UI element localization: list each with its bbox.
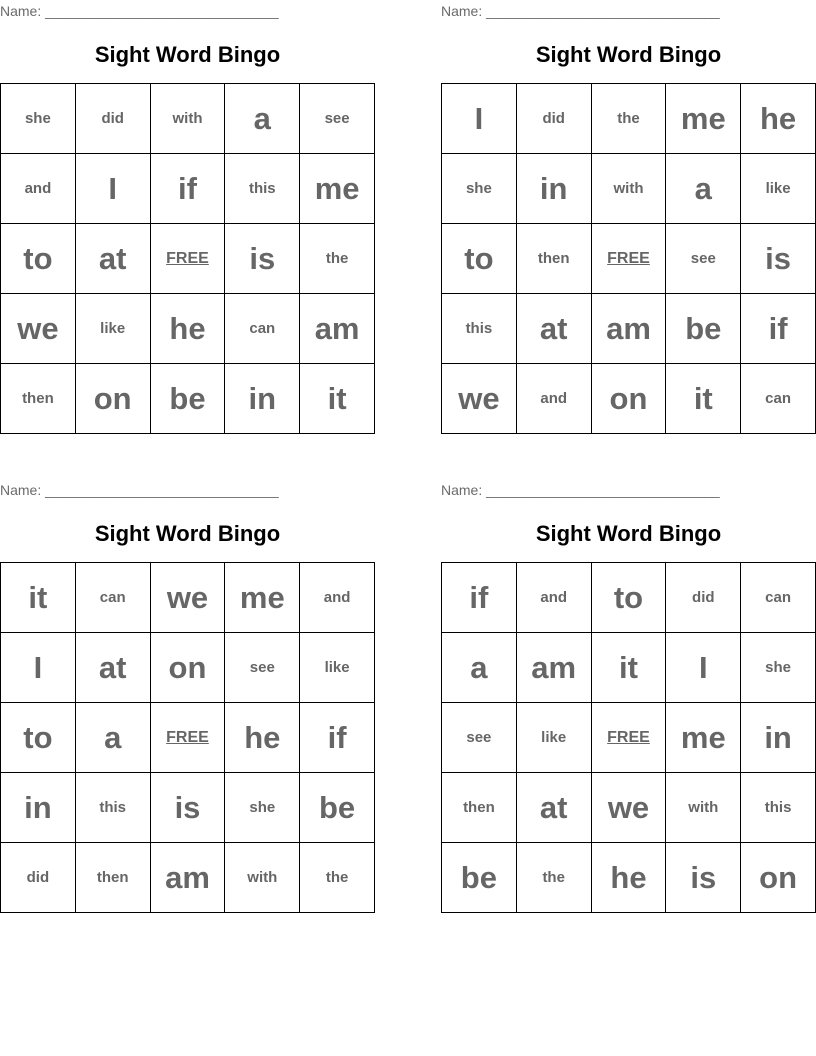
bingo-cell: a bbox=[666, 154, 741, 224]
bingo-cell: in bbox=[225, 364, 300, 434]
bingo-cell: me bbox=[666, 703, 741, 773]
bingo-cell: see bbox=[300, 84, 375, 154]
bingo-cell: at bbox=[517, 294, 592, 364]
bingo-grid bbox=[441, 83, 816, 434]
bingo-cell: be bbox=[151, 364, 226, 434]
bingo-cell: at bbox=[517, 773, 592, 843]
bingo-cell: with bbox=[666, 773, 741, 843]
bingo-cell: me bbox=[300, 154, 375, 224]
bingo-cell: then bbox=[1, 364, 76, 434]
bingo-cell: and bbox=[517, 563, 592, 633]
bingo-cell: am bbox=[517, 633, 592, 703]
bingo-cell: we bbox=[151, 563, 226, 633]
bingo-cell: the bbox=[517, 843, 592, 913]
bingo-cell: is bbox=[741, 224, 816, 294]
bingo-cell: is bbox=[151, 773, 226, 843]
bingo-cell: he bbox=[225, 703, 300, 773]
bingo-cell: can bbox=[76, 563, 151, 633]
bingo-cell: on bbox=[592, 364, 667, 434]
bingo-cell: this bbox=[225, 154, 300, 224]
card-title: Sight Word Bingo bbox=[535, 521, 722, 546]
bingo-cell: this bbox=[442, 294, 517, 364]
bingo-cell: did bbox=[517, 84, 592, 154]
bingo-cell: to bbox=[1, 224, 76, 294]
bingo-cell: did bbox=[666, 563, 741, 633]
bingo-cell: we bbox=[1, 294, 76, 364]
bingo-cell: she bbox=[741, 633, 816, 703]
bingo-cell: it bbox=[592, 633, 667, 703]
bingo-cell: did bbox=[76, 84, 151, 154]
bingo-cell: I bbox=[1, 633, 76, 703]
bingo-cell: the bbox=[300, 224, 375, 294]
bingo-cell: to bbox=[592, 563, 667, 633]
bingo-cell: like bbox=[300, 633, 375, 703]
bingo-cell: a bbox=[442, 633, 517, 703]
bingo-cell: at bbox=[76, 633, 151, 703]
bingo-cell: can bbox=[741, 364, 816, 434]
free-space-cell: FREE bbox=[592, 224, 667, 294]
bingo-cell: if bbox=[442, 563, 517, 633]
bingo-cell: then bbox=[442, 773, 517, 843]
bingo-cell: if bbox=[151, 154, 226, 224]
bingo-cell: be bbox=[300, 773, 375, 843]
bingo-cell: he bbox=[151, 294, 226, 364]
bingo-cell: then bbox=[517, 224, 592, 294]
bingo-cell: be bbox=[666, 294, 741, 364]
bingo-cell: see bbox=[442, 703, 517, 773]
bingo-cell: then bbox=[76, 843, 151, 913]
card-title: Sight Word Bingo bbox=[535, 42, 722, 67]
bingo-cell: is bbox=[666, 843, 741, 913]
bingo-cell: like bbox=[76, 294, 151, 364]
name-field-label: Name: ______________________________ bbox=[0, 482, 279, 498]
bingo-cell: be bbox=[442, 843, 517, 913]
name-field-label: Name: ______________________________ bbox=[441, 482, 720, 498]
bingo-cell: we bbox=[442, 364, 517, 434]
bingo-cell: I bbox=[76, 154, 151, 224]
bingo-cell: to bbox=[442, 224, 517, 294]
bingo-cell: this bbox=[76, 773, 151, 843]
bingo-cell: with bbox=[592, 154, 667, 224]
bingo-cell: see bbox=[666, 224, 741, 294]
bingo-cell: is bbox=[225, 224, 300, 294]
bingo-grid bbox=[0, 83, 375, 434]
bingo-grid bbox=[441, 562, 816, 913]
bingo-cell: like bbox=[517, 703, 592, 773]
bingo-cell: can bbox=[225, 294, 300, 364]
bingo-cell: she bbox=[1, 84, 76, 154]
bingo-cell: it bbox=[1, 563, 76, 633]
card-title: Sight Word Bingo bbox=[94, 521, 281, 546]
bingo-cell: me bbox=[666, 84, 741, 154]
bingo-cell: we bbox=[592, 773, 667, 843]
bingo-grid bbox=[0, 562, 375, 913]
bingo-cell: and bbox=[300, 563, 375, 633]
free-space-cell: FREE bbox=[151, 224, 226, 294]
bingo-cell: I bbox=[442, 84, 517, 154]
bingo-cell: am bbox=[151, 843, 226, 913]
bingo-cell: am bbox=[592, 294, 667, 364]
bingo-cell: he bbox=[592, 843, 667, 913]
bingo-cell: if bbox=[300, 703, 375, 773]
bingo-cell: on bbox=[741, 843, 816, 913]
bingo-cell: and bbox=[1, 154, 76, 224]
bingo-cell: see bbox=[225, 633, 300, 703]
bingo-cell: in bbox=[1, 773, 76, 843]
free-space-cell: FREE bbox=[151, 703, 226, 773]
bingo-cell: with bbox=[151, 84, 226, 154]
bingo-cell: like bbox=[741, 154, 816, 224]
name-field-label: Name: ______________________________ bbox=[0, 3, 279, 19]
bingo-cell: a bbox=[76, 703, 151, 773]
bingo-cell: me bbox=[225, 563, 300, 633]
name-field-label: Name: ______________________________ bbox=[441, 3, 720, 19]
bingo-cell: in bbox=[741, 703, 816, 773]
bingo-cell: on bbox=[151, 633, 226, 703]
bingo-cell: I bbox=[666, 633, 741, 703]
bingo-cell: can bbox=[741, 563, 816, 633]
free-space-cell: FREE bbox=[592, 703, 667, 773]
bingo-cell: she bbox=[225, 773, 300, 843]
bingo-cell: and bbox=[517, 364, 592, 434]
bingo-cell: the bbox=[300, 843, 375, 913]
bingo-cell: the bbox=[592, 84, 667, 154]
bingo-cell: to bbox=[1, 703, 76, 773]
bingo-cell: at bbox=[76, 224, 151, 294]
bingo-cell: did bbox=[1, 843, 76, 913]
bingo-cell: with bbox=[225, 843, 300, 913]
bingo-cell: a bbox=[225, 84, 300, 154]
bingo-cell: he bbox=[741, 84, 816, 154]
bingo-cell: on bbox=[76, 364, 151, 434]
bingo-cell: am bbox=[300, 294, 375, 364]
bingo-cell: this bbox=[741, 773, 816, 843]
card-title: Sight Word Bingo bbox=[94, 42, 281, 67]
bingo-cell: in bbox=[517, 154, 592, 224]
bingo-cell: it bbox=[666, 364, 741, 434]
bingo-cell: she bbox=[442, 154, 517, 224]
bingo-cell: it bbox=[300, 364, 375, 434]
bingo-cell: if bbox=[741, 294, 816, 364]
